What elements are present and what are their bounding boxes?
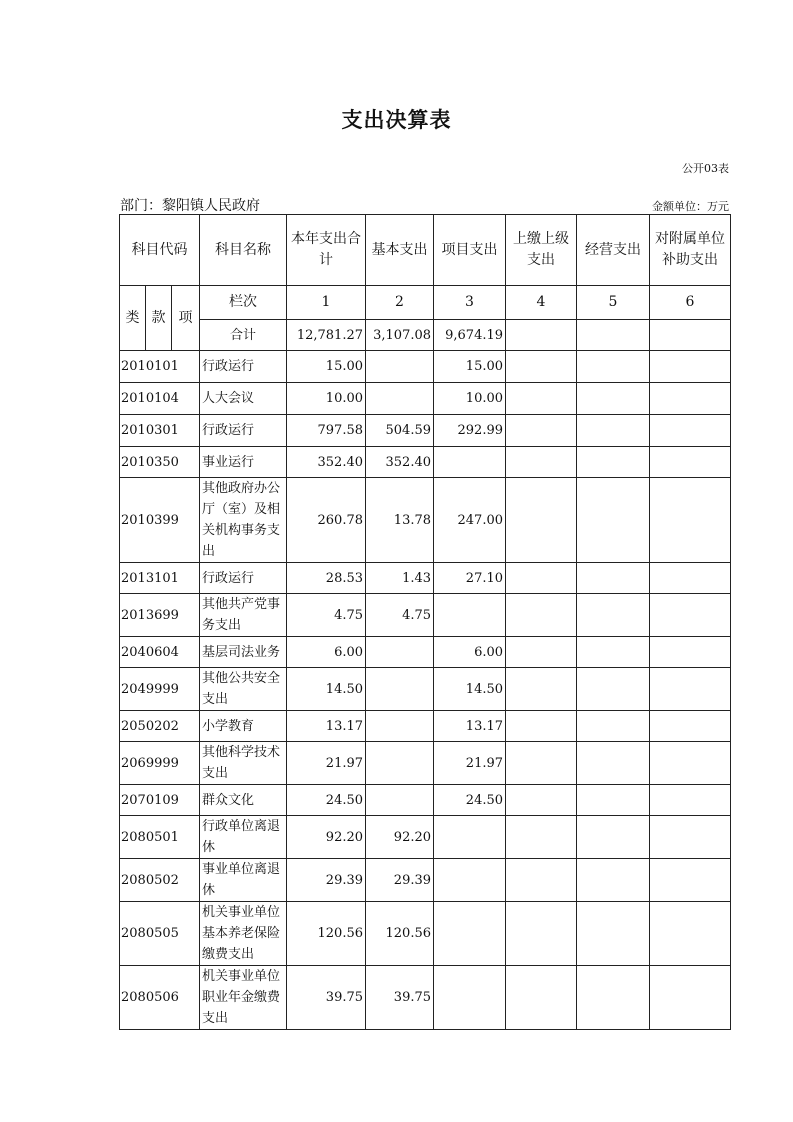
row-basic: 1.43	[366, 563, 434, 594]
row-upper	[506, 668, 577, 711]
row-code: 2010301	[120, 415, 200, 447]
row-project: 15.00	[434, 351, 506, 383]
row-subsidy	[650, 594, 731, 637]
row-business	[577, 594, 650, 637]
row-code: 2069999	[120, 742, 200, 785]
row-business	[577, 816, 650, 859]
row-project: 10.00	[434, 383, 506, 415]
column-2: 2	[366, 286, 434, 320]
row-code: 2080506	[120, 966, 200, 1030]
row-code: 2010350	[120, 447, 200, 478]
sum-label: 合计	[200, 320, 287, 351]
row-upper	[506, 742, 577, 785]
header-kuan: 款	[146, 286, 172, 351]
table-row	[120, 563, 731, 594]
table-row	[120, 637, 731, 668]
row-name: 行政运行	[200, 415, 287, 447]
row-business	[577, 668, 650, 711]
row-total: 10.00	[287, 383, 366, 415]
row-basic: 504.59	[366, 415, 434, 447]
row-code: 2080502	[120, 859, 200, 902]
page-title: 支出决算表	[341, 107, 452, 132]
row-upper	[506, 594, 577, 637]
row-basic: 39.75	[366, 966, 434, 1030]
row-subsidy	[650, 785, 731, 816]
row-code: 2080505	[120, 902, 200, 966]
table-row	[120, 902, 731, 966]
row-subsidy	[650, 859, 731, 902]
row-basic: 120.56	[366, 902, 434, 966]
row-code: 2050202	[120, 711, 200, 742]
row-code: 2010104	[120, 383, 200, 415]
row-project	[434, 966, 506, 1030]
row-total: 13.17	[287, 711, 366, 742]
row-name: 基层司法业务	[200, 637, 287, 668]
header-row	[120, 215, 731, 286]
row-upper	[506, 351, 577, 383]
row-basic	[366, 351, 434, 383]
row-business	[577, 351, 650, 383]
row-subsidy	[650, 816, 731, 859]
sum-business	[577, 320, 650, 351]
row-project: 6.00	[434, 637, 506, 668]
row-subsidy	[650, 742, 731, 785]
table-row	[120, 711, 731, 742]
row-subsidy	[650, 351, 731, 383]
row-name: 其他公共安全支出	[200, 668, 287, 711]
row-name: 行政运行	[200, 351, 287, 383]
row-name: 机关事业单位职业年金缴费支出	[200, 966, 287, 1030]
row-basic: 92.20	[366, 816, 434, 859]
row-name: 其他科学技术支出	[200, 742, 287, 785]
header-total: 本年支出合计	[287, 215, 366, 286]
row-basic	[366, 637, 434, 668]
row-project	[434, 816, 506, 859]
row-subsidy	[650, 447, 731, 478]
table-row	[120, 478, 731, 563]
table-row	[120, 415, 731, 447]
row-name: 其他政府办公厅（室）及相关机构事务支出	[200, 478, 287, 563]
table-row	[120, 816, 731, 859]
column-3: 3	[434, 286, 506, 320]
column-number-row	[120, 286, 731, 320]
row-total: 21.97	[287, 742, 366, 785]
row-business	[577, 478, 650, 563]
header-xiang: 项	[172, 286, 200, 351]
row-project: 27.10	[434, 563, 506, 594]
row-total: 260.78	[287, 478, 366, 563]
row-code: 2070109	[120, 785, 200, 816]
header-upper: 上缴上级支出	[506, 215, 577, 286]
row-basic	[366, 711, 434, 742]
table-row	[120, 668, 731, 711]
row-total: 28.53	[287, 563, 366, 594]
table-row	[120, 594, 731, 637]
row-project: 13.17	[434, 711, 506, 742]
row-name: 群众文化	[200, 785, 287, 816]
row-business	[577, 966, 650, 1030]
table-row	[120, 447, 731, 478]
row-basic: 13.78	[366, 478, 434, 563]
row-code: 2010101	[120, 351, 200, 383]
row-subsidy	[650, 563, 731, 594]
row-total: 39.75	[287, 966, 366, 1030]
header-basic: 基本支出	[366, 215, 434, 286]
row-business	[577, 711, 650, 742]
row-name: 小学教育	[200, 711, 287, 742]
table-row	[120, 859, 731, 902]
row-upper	[506, 711, 577, 742]
row-subsidy	[650, 902, 731, 966]
column-1: 1	[287, 286, 366, 320]
row-upper	[506, 785, 577, 816]
column-label: 栏次	[200, 286, 287, 320]
row-business	[577, 902, 650, 966]
row-project: 14.50	[434, 668, 506, 711]
row-project: 247.00	[434, 478, 506, 563]
row-upper	[506, 816, 577, 859]
row-code: 2010399	[120, 478, 200, 563]
department-label: 部门：黎阳镇人民政府	[120, 198, 260, 214]
row-upper	[506, 383, 577, 415]
row-total: 797.58	[287, 415, 366, 447]
sum-upper	[506, 320, 577, 351]
row-upper	[506, 447, 577, 478]
sum-subsidy	[650, 320, 731, 351]
row-upper	[506, 637, 577, 668]
header-code: 科目代码	[120, 215, 200, 286]
row-basic	[366, 668, 434, 711]
row-business	[577, 415, 650, 447]
row-code: 2013101	[120, 563, 200, 594]
row-basic: 4.75	[366, 594, 434, 637]
row-business	[577, 637, 650, 668]
row-total: 352.40	[287, 447, 366, 478]
row-total: 6.00	[287, 637, 366, 668]
row-name: 机关事业单位基本养老保险缴费支出	[200, 902, 287, 966]
row-subsidy	[650, 383, 731, 415]
row-basic	[366, 383, 434, 415]
row-project: 21.97	[434, 742, 506, 785]
row-name: 事业运行	[200, 447, 287, 478]
row-total: 92.20	[287, 816, 366, 859]
row-name: 行政运行	[200, 563, 287, 594]
row-code: 2049999	[120, 668, 200, 711]
row-total: 4.75	[287, 594, 366, 637]
row-upper	[506, 563, 577, 594]
amount-unit-label: 金额单位：万元	[652, 200, 729, 213]
header-subsidy: 对附属单位补助支出	[650, 215, 731, 286]
row-basic	[366, 742, 434, 785]
row-upper	[506, 415, 577, 447]
header-business: 经营支出	[577, 215, 650, 286]
table-row	[120, 742, 731, 785]
row-basic: 29.39	[366, 859, 434, 902]
row-upper	[506, 902, 577, 966]
row-business	[577, 785, 650, 816]
row-subsidy	[650, 711, 731, 742]
sum-project: 9,674.19	[434, 320, 506, 351]
table-row	[120, 351, 731, 383]
sum-total: 12,781.27	[287, 320, 366, 351]
row-business	[577, 383, 650, 415]
expenditure-table	[119, 214, 731, 1030]
row-business	[577, 563, 650, 594]
row-upper	[506, 478, 577, 563]
row-business	[577, 447, 650, 478]
row-project	[434, 902, 506, 966]
row-business	[577, 859, 650, 902]
row-project: 292.99	[434, 415, 506, 447]
sum-row	[120, 320, 731, 351]
row-name: 行政单位离退休	[200, 816, 287, 859]
form-number: 公开03表	[682, 162, 729, 175]
row-subsidy	[650, 415, 731, 447]
row-project	[434, 859, 506, 902]
row-business	[577, 742, 650, 785]
row-upper	[506, 966, 577, 1030]
row-total: 120.56	[287, 902, 366, 966]
column-6: 6	[650, 286, 731, 320]
row-name: 其他共产党事务支出	[200, 594, 287, 637]
row-basic: 352.40	[366, 447, 434, 478]
header-lei: 类	[120, 286, 146, 351]
row-subsidy	[650, 966, 731, 1030]
row-total: 29.39	[287, 859, 366, 902]
header-project: 项目支出	[434, 215, 506, 286]
row-code: 2080501	[120, 816, 200, 859]
row-name: 事业单位离退休	[200, 859, 287, 902]
row-subsidy	[650, 637, 731, 668]
sum-basic: 3,107.08	[366, 320, 434, 351]
row-subsidy	[650, 478, 731, 563]
row-project	[434, 447, 506, 478]
row-code: 2013699	[120, 594, 200, 637]
row-subsidy	[650, 668, 731, 711]
row-total: 14.50	[287, 668, 366, 711]
header-name: 科目名称	[200, 215, 287, 286]
row-name: 人大会议	[200, 383, 287, 415]
table-row	[120, 785, 731, 816]
table-row	[120, 966, 731, 1030]
column-5: 5	[577, 286, 650, 320]
row-project: 24.50	[434, 785, 506, 816]
column-4: 4	[506, 286, 577, 320]
table-row	[120, 383, 731, 415]
row-code: 2040604	[120, 637, 200, 668]
row-upper	[506, 859, 577, 902]
row-basic	[366, 785, 434, 816]
row-total: 15.00	[287, 351, 366, 383]
row-total: 24.50	[287, 785, 366, 816]
row-project	[434, 594, 506, 637]
